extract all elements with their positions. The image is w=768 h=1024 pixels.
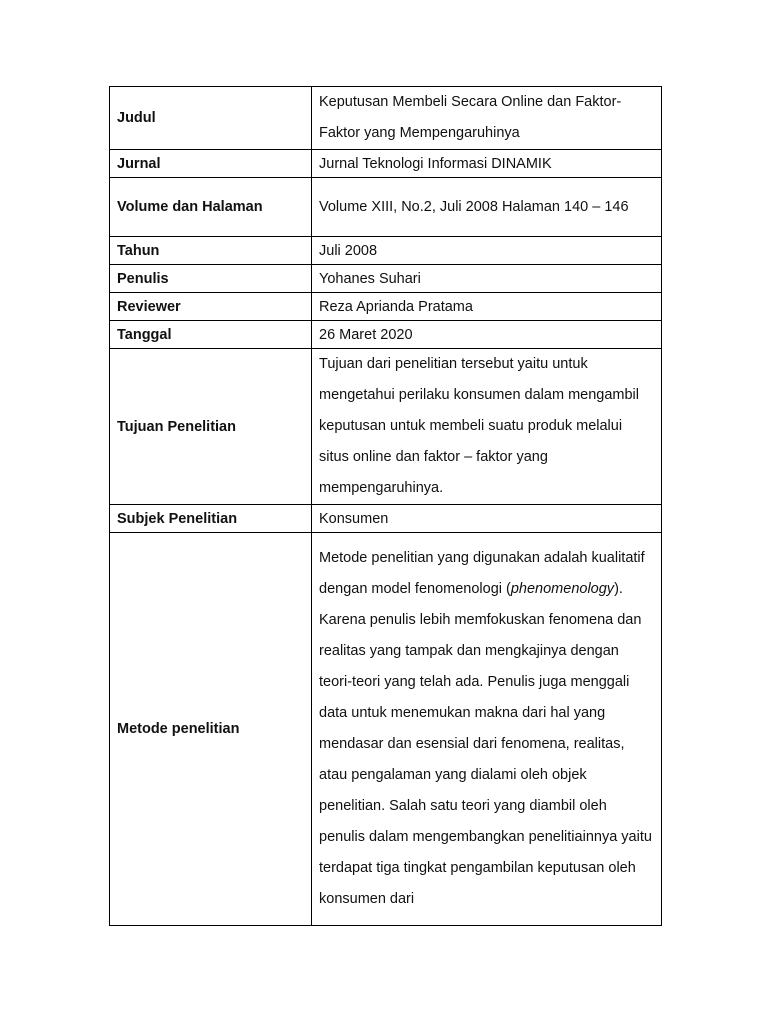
table-row-volume (110, 178, 662, 237)
method-text-italic: phenomenology (510, 581, 615, 597)
table-row-reviewer (110, 293, 662, 321)
row-value-reviewer: Reza Aprianda Pratama (312, 293, 662, 321)
row-label: Judul (110, 87, 312, 150)
row-value-author: Yohanes Suhari (312, 265, 662, 293)
method-text-after: ). Karena penulis lebih memfokuskan fenomena dan realitas yang tampak dan mengkajinya dengan teori-teori yang telah ada. Penulis juga menggali data untuk menemukan makna dari hal yang mendasar dan esensial dari fenomena, realitas, atau pengalaman yang dialami oleh objek penelitian. Salah satu teori yang diambil oleh penulis dalam mengembangkan penelitiainnya yaitu terdapat tiga tingkat pengambilan keputusan oleh konsumen dari (319, 581, 652, 907)
row-label: Tahun (110, 237, 312, 265)
row-label: Penulis (110, 265, 312, 293)
table-row-subjek (110, 505, 662, 533)
row-label: Tanggal (110, 321, 312, 349)
row-value-purpose: Tujuan dari penelitian tersebut yaitu untuk mengetahui perilaku konsumen dalam mengambil keputusan untuk membeli suatu produk melalui situs online dan faktor – faktor yang mempengaruhinya. (312, 349, 662, 505)
table-row-tanggal (110, 321, 662, 349)
row-label: Jurnal (110, 150, 312, 178)
row-value-volume: Volume XIII, No.2, Juli 2008 Halaman 140 – 146 (312, 178, 662, 237)
row-value-year: Juli 2008 (312, 237, 662, 265)
row-value-title: Keputusan Membeli Secara Online dan Faktor-Faktor yang Mempengaruhinya (312, 87, 662, 150)
table-row-tahun (110, 237, 662, 265)
table-row-metode (110, 533, 662, 926)
table-row-tujuan (110, 349, 662, 505)
row-value-date: 26 Maret 2020 (312, 321, 662, 349)
table-row-jurnal (110, 150, 662, 178)
row-label: Reviewer (110, 293, 312, 321)
table-row-judul (110, 87, 662, 150)
row-label: Volume dan Halaman (110, 178, 312, 237)
row-value-subject: Konsumen (312, 505, 662, 533)
row-label: Metode penelitian (110, 533, 312, 926)
row-value-journal: Jurnal Teknologi Informasi DINAMIK (312, 150, 662, 178)
journal-review-table (109, 86, 662, 926)
row-value-method (312, 533, 662, 926)
row-label: Tujuan Penelitian (110, 349, 312, 505)
table-row-penulis (110, 265, 662, 293)
method-text-before: Metode penelitian yang digunakan adalah kualitatif dengan model fenomenologi ( (319, 550, 645, 597)
row-label: Subjek Penelitian (110, 505, 312, 533)
